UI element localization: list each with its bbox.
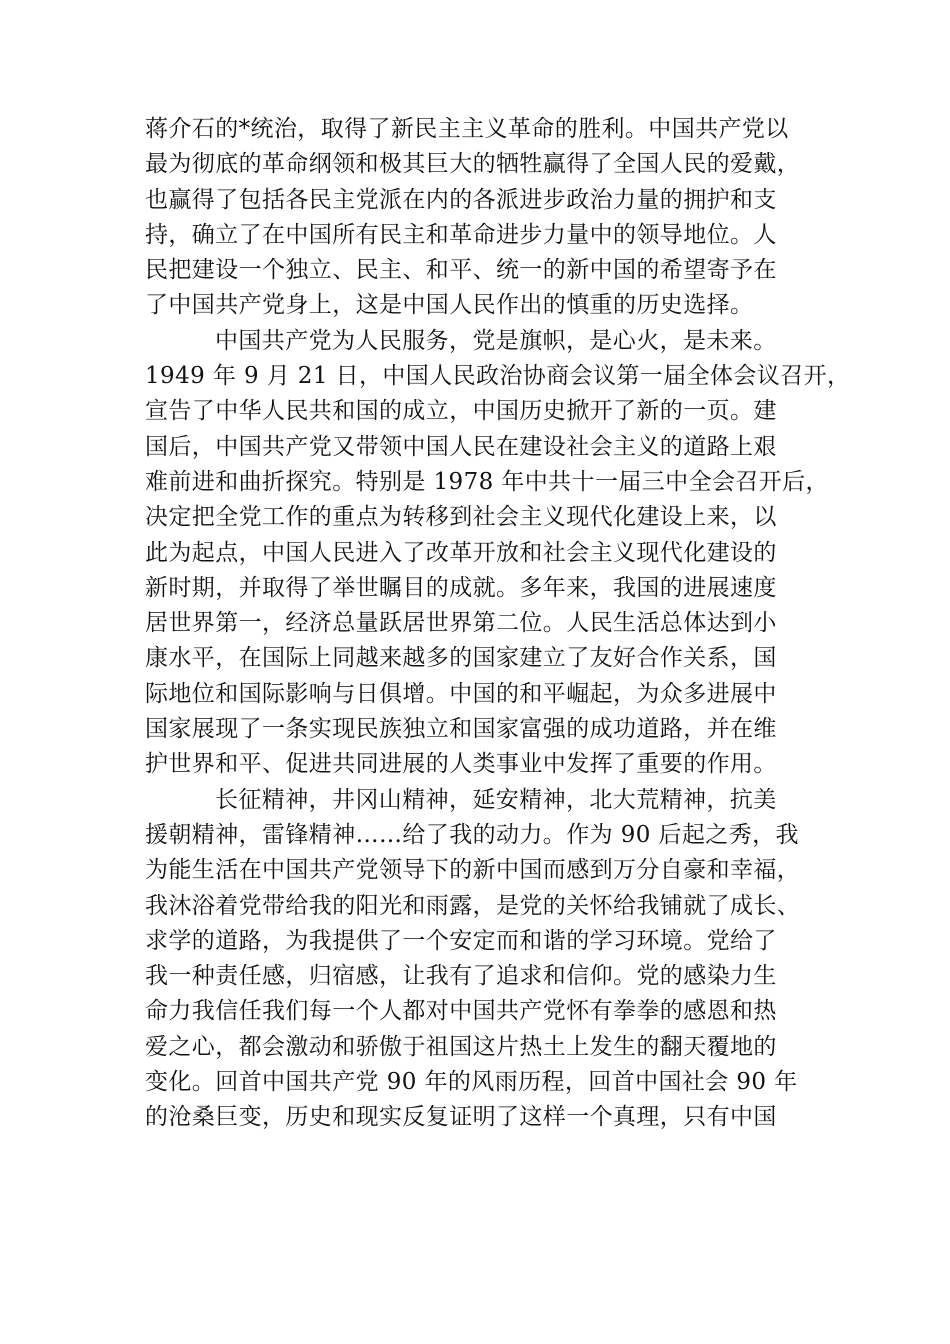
text-line: 难前进和曲折探究。特别是 1978 年中共十一届三中全会召开后，: [145, 468, 829, 495]
text-line: 护世界和平、促进共同进展的人类事业中发挥了重要的作用。: [145, 751, 777, 778]
paragraph-start-line: 中国共产党为人民服务，党是旗帜，是心火，是未来。: [215, 327, 777, 354]
text-line: 的沧桑巨变，历史和现实反复证明了这样一个真理，只有中国: [145, 1104, 777, 1131]
text-line: 际地位和国际影响与日俱增。中国的和平崛起，为众多进展中: [145, 680, 777, 707]
text-line: 爱之心，都会激动和骄傲于祖国这片热土上发生的翻天覆地的: [145, 1033, 777, 1060]
text-line: 国后，中国共产党又带领中国人民在建设社会主义的道路上艰: [145, 433, 777, 460]
text-line: 求学的道路，为我提供了一个安定而和谐的学习环境。党给了: [145, 927, 777, 954]
text-line: 最为彻底的革命纲领和极其巨大的牺牲赢得了全国人民的爱戴，: [145, 151, 801, 178]
text-line: 我沐浴着党带给我的阳光和雨露，是党的关怀给我铺就了成长、: [145, 892, 801, 919]
text-line: 持，确立了在中国所有民主和革命进步力量中的领导地位。人: [145, 221, 777, 248]
text-line: 居世界第一，经济总量跃居世界第二位。人民生活总体达到小: [145, 610, 777, 637]
text-line: 命力我信任我们每一个人都对中国共产党怀有拳拳的感恩和热: [145, 998, 777, 1025]
text-line: 1949 年 9 月 21 日，中国人民政治协商会议第一届全体会议召开，: [145, 363, 851, 390]
text-line: 康水平，在国际上同越来越多的国家建立了友好合作关系，国: [145, 645, 777, 672]
text-line: 蒋介石的*统治，取得了新民主主义革命的胜利。中国共产党以: [145, 116, 789, 142]
text-line: 新时期，并取得了举世瞩目的成就。多年来，我国的进展速度: [145, 574, 777, 601]
body-text: [145, 112, 851, 1136]
text-line: 变化。回首中国共产党 90 年的风雨历程，回首中国社会 90 年: [145, 1069, 798, 1096]
text-line: 也赢得了包括各民主党派在内的各派进步政治力量的拥护和支: [145, 186, 777, 213]
text-line: 此为起点，中国人民进入了改革开放和社会主义现代化建设的: [145, 539, 777, 566]
text-line: 民把建设一个独立、民主、和平、统一的新中国的希望寄予在: [145, 257, 777, 284]
text-line: 为能生活在中国共产党领导下的新中国而感到万分自豪和幸福，: [145, 857, 801, 884]
text-line: 国家展现了一条实现民族独立和国家富强的成功道路，并在维: [145, 716, 777, 743]
text-line: 宣告了中华人民共和国的成立，中国历史掀开了新的一页。建: [145, 398, 777, 425]
paragraph-start-line: 长征精神，井冈山精神，延安精神，北大荒精神，抗美: [215, 786, 777, 813]
text-line: 援朝精神，雷锋精神……给了我的动力。作为 90 后起之秀，我: [145, 821, 799, 848]
text-line: 决定把全党工作的重点为转移到社会主义现代化建设上来，以: [145, 504, 777, 531]
text-line: 了中国共产党身上，这是中国人民作出的慎重的历史选择。: [145, 292, 754, 319]
text-line: 我一种责任感，归宿感，让我有了追求和信仰。党的感染力生: [145, 963, 777, 990]
